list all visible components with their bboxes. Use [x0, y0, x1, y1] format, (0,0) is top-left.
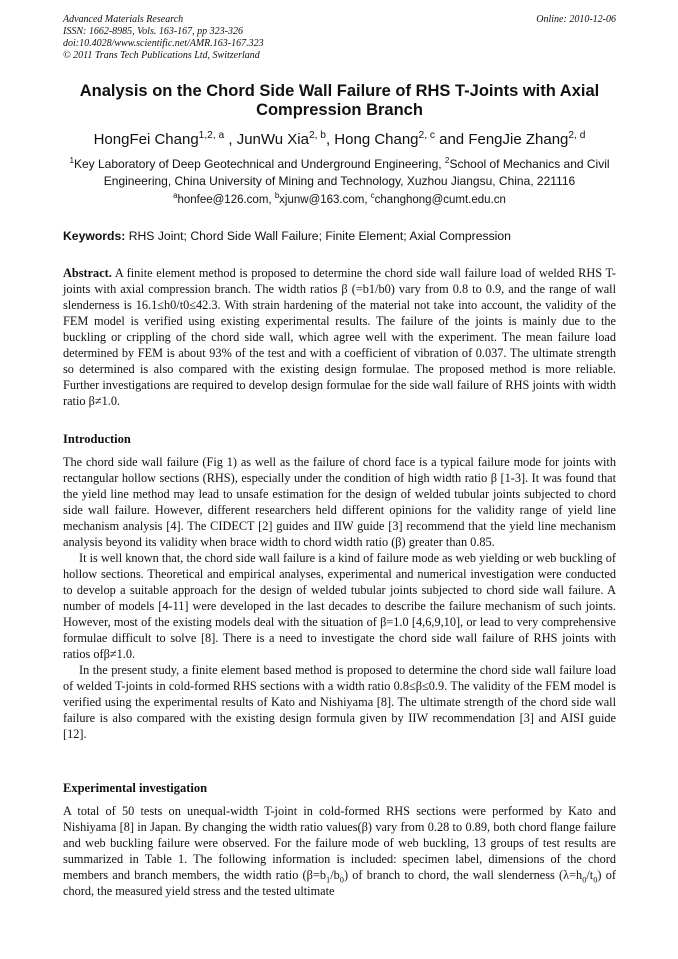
- experimental-body: [63, 803, 616, 899]
- subscript: 0: [582, 875, 587, 885]
- keywords-text: RHS Joint; Chord Side Wall Failure; Finite Element; Axial Compression: [125, 229, 511, 243]
- author-name: Hong Chang: [334, 131, 419, 148]
- online-date: Online: 2010-12-06: [536, 14, 616, 25]
- copyright-line: © 2011 Trans Tech Publications Ltd, Switzerland: [63, 50, 260, 61]
- email-link[interactable]: changhong@cumt.edu.cn: [374, 194, 506, 206]
- doi-line[interactable]: doi:10.4028/www.scientific.net/AMR.163-167.323: [63, 38, 264, 49]
- affiliation-mark: 2: [444, 156, 450, 165]
- introduction-body: [63, 454, 616, 742]
- abstract-label: Abstract.: [63, 266, 112, 280]
- text-run: ) of chord, the measured yield stress and the tested ultimate: [63, 868, 616, 898]
- affiliation-mark: 1: [69, 156, 74, 165]
- author-name: JunWu Xia: [236, 131, 309, 148]
- abstract-text: A finite element method is proposed to determine the chord side wall failure load of welded RHS T-joints with axial compression branch. The width ratios β (=b1/b0) vary from 0.8 to 0.9, and the range of wall slenderness is 16.1≤h0/t0≤42.3. With strain hardening of the material not take into account, the validity of the FEM model is verified using existing experimental results. The failure of the joints is mainly due to the buckling or crippling of the chord side wall, which agree well with the experiment. The mean failure load determined by FEM is about 93% of the test and with a coefficient of vibration of 0.037. The ultimate strength so determined is also compared with the existing design formulae. The proposed method is more reliable. Further investigations are required to develop design formulae for the side wall failure of RHS joints with width ratio β≠1.0.: [63, 266, 616, 408]
- paragraph: In the present study, a finite element based method is proposed to determine the chord side wall failure load of welded T-joints in cold-formed RHS sections with a width ratio 0.8≤β≤0.9. The validity of the FEM model is verified using the experimental results of Kato and Nishiyama [8]. The ultimate strength of the chord side wall failure is also compared with the existing design formula given by IIW recommendation [3] and AISI guide [12].: [63, 663, 616, 741]
- affiliation-1: Key Laboratory of Deep Geotechnical and Underground Engineering,: [74, 157, 445, 171]
- text-run: A total of 50 tests on unequal-width T-joint in cold-formed RHS sections were performed by Kato and Nishiyama [8] in Japan. By changing the width ratio values(β) vary from 0.28 to 0.89, both chord flange failure and web buckling failure were observed. For the failure mode of web buckling, 13 groups of test results are summarized in Table 1. The following information is included: specimen label, dimensions of the chord members and branch members, the width ratio (β=b: [63, 804, 616, 882]
- email-link[interactable]: honfee@126.com: [177, 194, 269, 206]
- paragraph: [63, 803, 616, 899]
- author-mark: 1,2, a: [198, 130, 225, 141]
- email-mark: a: [173, 191, 178, 201]
- section-heading-introduction: Introduction: [63, 432, 131, 446]
- author-name: FengJie Zhang: [468, 131, 569, 148]
- abstract: [63, 265, 616, 409]
- email-separator: ,: [268, 194, 275, 206]
- author-separator: ,: [325, 131, 335, 148]
- text-run: ) of branch to chord, the wall slenderness (λ=h: [343, 868, 583, 882]
- issn-line: ISSN: 1662-8985, Vols. 163-167, pp 323-326: [63, 26, 243, 37]
- author-separator: ,: [224, 131, 237, 148]
- email-list: [63, 193, 616, 208]
- journal-name: Advanced Materials Research: [63, 14, 184, 25]
- email-link[interactable]: xjunw@163.com: [279, 194, 365, 206]
- affiliation-2: School of Mechanics and Civil Engineering, China University of Mining and Technology, Xuzhou Jiangsu, China, 221116: [103, 157, 610, 188]
- email-mark: c: [370, 191, 375, 201]
- text-run: /b: [330, 868, 340, 882]
- text-run: /t: [586, 868, 594, 882]
- paragraph: The chord side wall failure (Fig 1) as well as the failure of chord face is a typical failure mode for joints with rectangular hollow sections (RHS), especially under the condition of high width ratio β [1-3]. It was found that the yield line method may lead to unsafe estimation for the design of welded tubular joints subjected to chord side wall failure. However, different researchers held different opinions for the validity range of yield line mechanism analysis [4]. The CIDECT [2] guides and IIW guide [3] recommend that the yield line mechanism analysis beyond its validity when brace width to chord width ratio (β) greater than 0.85.: [63, 455, 616, 549]
- section-heading-experimental: Experimental investigation: [63, 781, 208, 795]
- author-list: [63, 131, 616, 149]
- paper-title: Analysis on the Chord Side Wall Failure of RHS T-Joints with Axial Compression Branch: [79, 82, 600, 119]
- keywords: [63, 229, 616, 244]
- email-separator: ,: [364, 194, 371, 206]
- email-mark: b: [274, 191, 280, 201]
- keywords-label: Keywords:: [63, 229, 126, 243]
- author-name: HongFei Chang: [93, 131, 199, 148]
- subscript: 0: [339, 875, 344, 885]
- author-mark: 2, c: [418, 130, 435, 141]
- author-mark: 2, b: [308, 130, 326, 141]
- author-separator: and: [434, 131, 469, 148]
- subscript: 1: [326, 875, 331, 885]
- journal-header: [63, 14, 616, 62]
- subscript: 0: [593, 875, 598, 885]
- paragraph: It is well known that, the chord side wall failure is a kind of failure mode as web yielding or web buckling of hollow sections. Theoretical and empirical analyses, experimental and numerical investigation were conducted to develop a suitable approach for the design of welded tubular joints subjected to chord side wall failure. A number of models [4-11] were developed in the last decades to describe the failure mechanism of such joints. However, most of the existing models deal with the situation of β=1.0 [4,6,9,10], or lead to very comprehensive formulae difficult to solve [8]. There is a need to investigate the chord side wall failure of RHS joints with ratios ofβ≠1.0.: [63, 551, 616, 661]
- author-mark: 2, d: [568, 130, 586, 141]
- affiliation: [63, 156, 616, 190]
